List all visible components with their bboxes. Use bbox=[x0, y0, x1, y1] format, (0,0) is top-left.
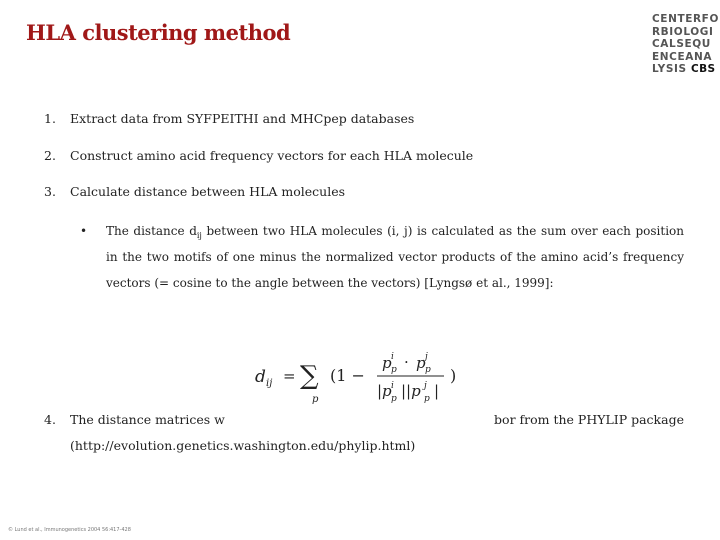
def-d-subscript: ij bbox=[196, 231, 202, 240]
step-1-number: 1. bbox=[44, 111, 56, 126]
step-4-text-start: The distance matrices w bbox=[70, 412, 225, 427]
formula-paren-close: ) bbox=[450, 366, 457, 385]
formula-num-sub-p1: p bbox=[391, 365, 397, 375]
formula-den-right: | bbox=[434, 382, 440, 400]
logo-line-3: CALSEQU bbox=[652, 38, 711, 51]
step-1-text: Extract data from SYFPEITHI and MHCpep databases bbox=[70, 111, 415, 126]
logo-cbs: CBS bbox=[690, 63, 716, 76]
def-text-end: between two HLA molecules (i, j) is calculated as the sum over each position in the two motifs of one minus the normalized vector products of the amino acid’s frequency vectors (= cosine to the angle between the vectors) [Lyngsø et al., 1999]: bbox=[106, 224, 684, 290]
formula-den-sub-p2: p bbox=[424, 394, 430, 404]
step-4-number: 4. bbox=[44, 412, 56, 427]
formula-den-mid: ||p bbox=[401, 382, 421, 400]
logo-line-1: CENTERFO bbox=[652, 13, 719, 25]
def-text-start: The distance bbox=[106, 224, 190, 238]
formula-dot: · bbox=[404, 353, 409, 371]
formula-lhs-sub: ij bbox=[266, 378, 273, 389]
formula-den-sub-p1: p bbox=[391, 394, 397, 404]
cbs-logo bbox=[652, 13, 719, 76]
slide-title: HLA clustering method bbox=[26, 20, 291, 45]
logo-line-2: RBIOLOGI bbox=[652, 25, 714, 38]
logo-line-5-prefix: LYSIS bbox=[652, 63, 687, 76]
formula-den-sup-j: j bbox=[424, 381, 427, 391]
phylip-url: (http://evolution.genetics.washington.edu/phylip.html) bbox=[70, 438, 416, 453]
formula-den-left: |p bbox=[377, 382, 392, 400]
formula-num-sup-i: i bbox=[391, 352, 394, 362]
formula-num-sub-p2: p bbox=[425, 365, 431, 375]
formula-num-sup-j: j bbox=[425, 352, 428, 362]
formula-paren-open: (1 − bbox=[330, 366, 365, 385]
distance-formula bbox=[250, 340, 480, 410]
bullet: • bbox=[80, 224, 88, 238]
formula-num-pi: p bbox=[382, 354, 392, 372]
formula-lhs: d bbox=[255, 367, 266, 387]
formula-den-sup-i: i bbox=[391, 381, 394, 391]
def-d: d bbox=[189, 224, 197, 238]
step-2-number: 2. bbox=[44, 148, 56, 163]
citation-footer: © Lund et al., Immunogenetics 2004 56:417-428 bbox=[8, 527, 131, 533]
step-4-text-end: bor from the PHYLIP package bbox=[494, 412, 684, 427]
step-3-text: Calculate distance between HLA molecules bbox=[70, 184, 345, 199]
formula-num-pj: p bbox=[416, 354, 426, 372]
logo-line-4: ENCEANA bbox=[652, 50, 713, 63]
distance-definition-text bbox=[106, 218, 684, 296]
formula-sigma-sub: p bbox=[312, 394, 319, 405]
step-4-text bbox=[70, 407, 684, 459]
step-2-text: Construct amino acid frequency vectors for each HLA molecule bbox=[70, 148, 474, 163]
step-3-number: 3. bbox=[44, 184, 56, 199]
formula-sigma: ∑ bbox=[300, 361, 319, 391]
formula-equals: = bbox=[283, 367, 296, 385]
